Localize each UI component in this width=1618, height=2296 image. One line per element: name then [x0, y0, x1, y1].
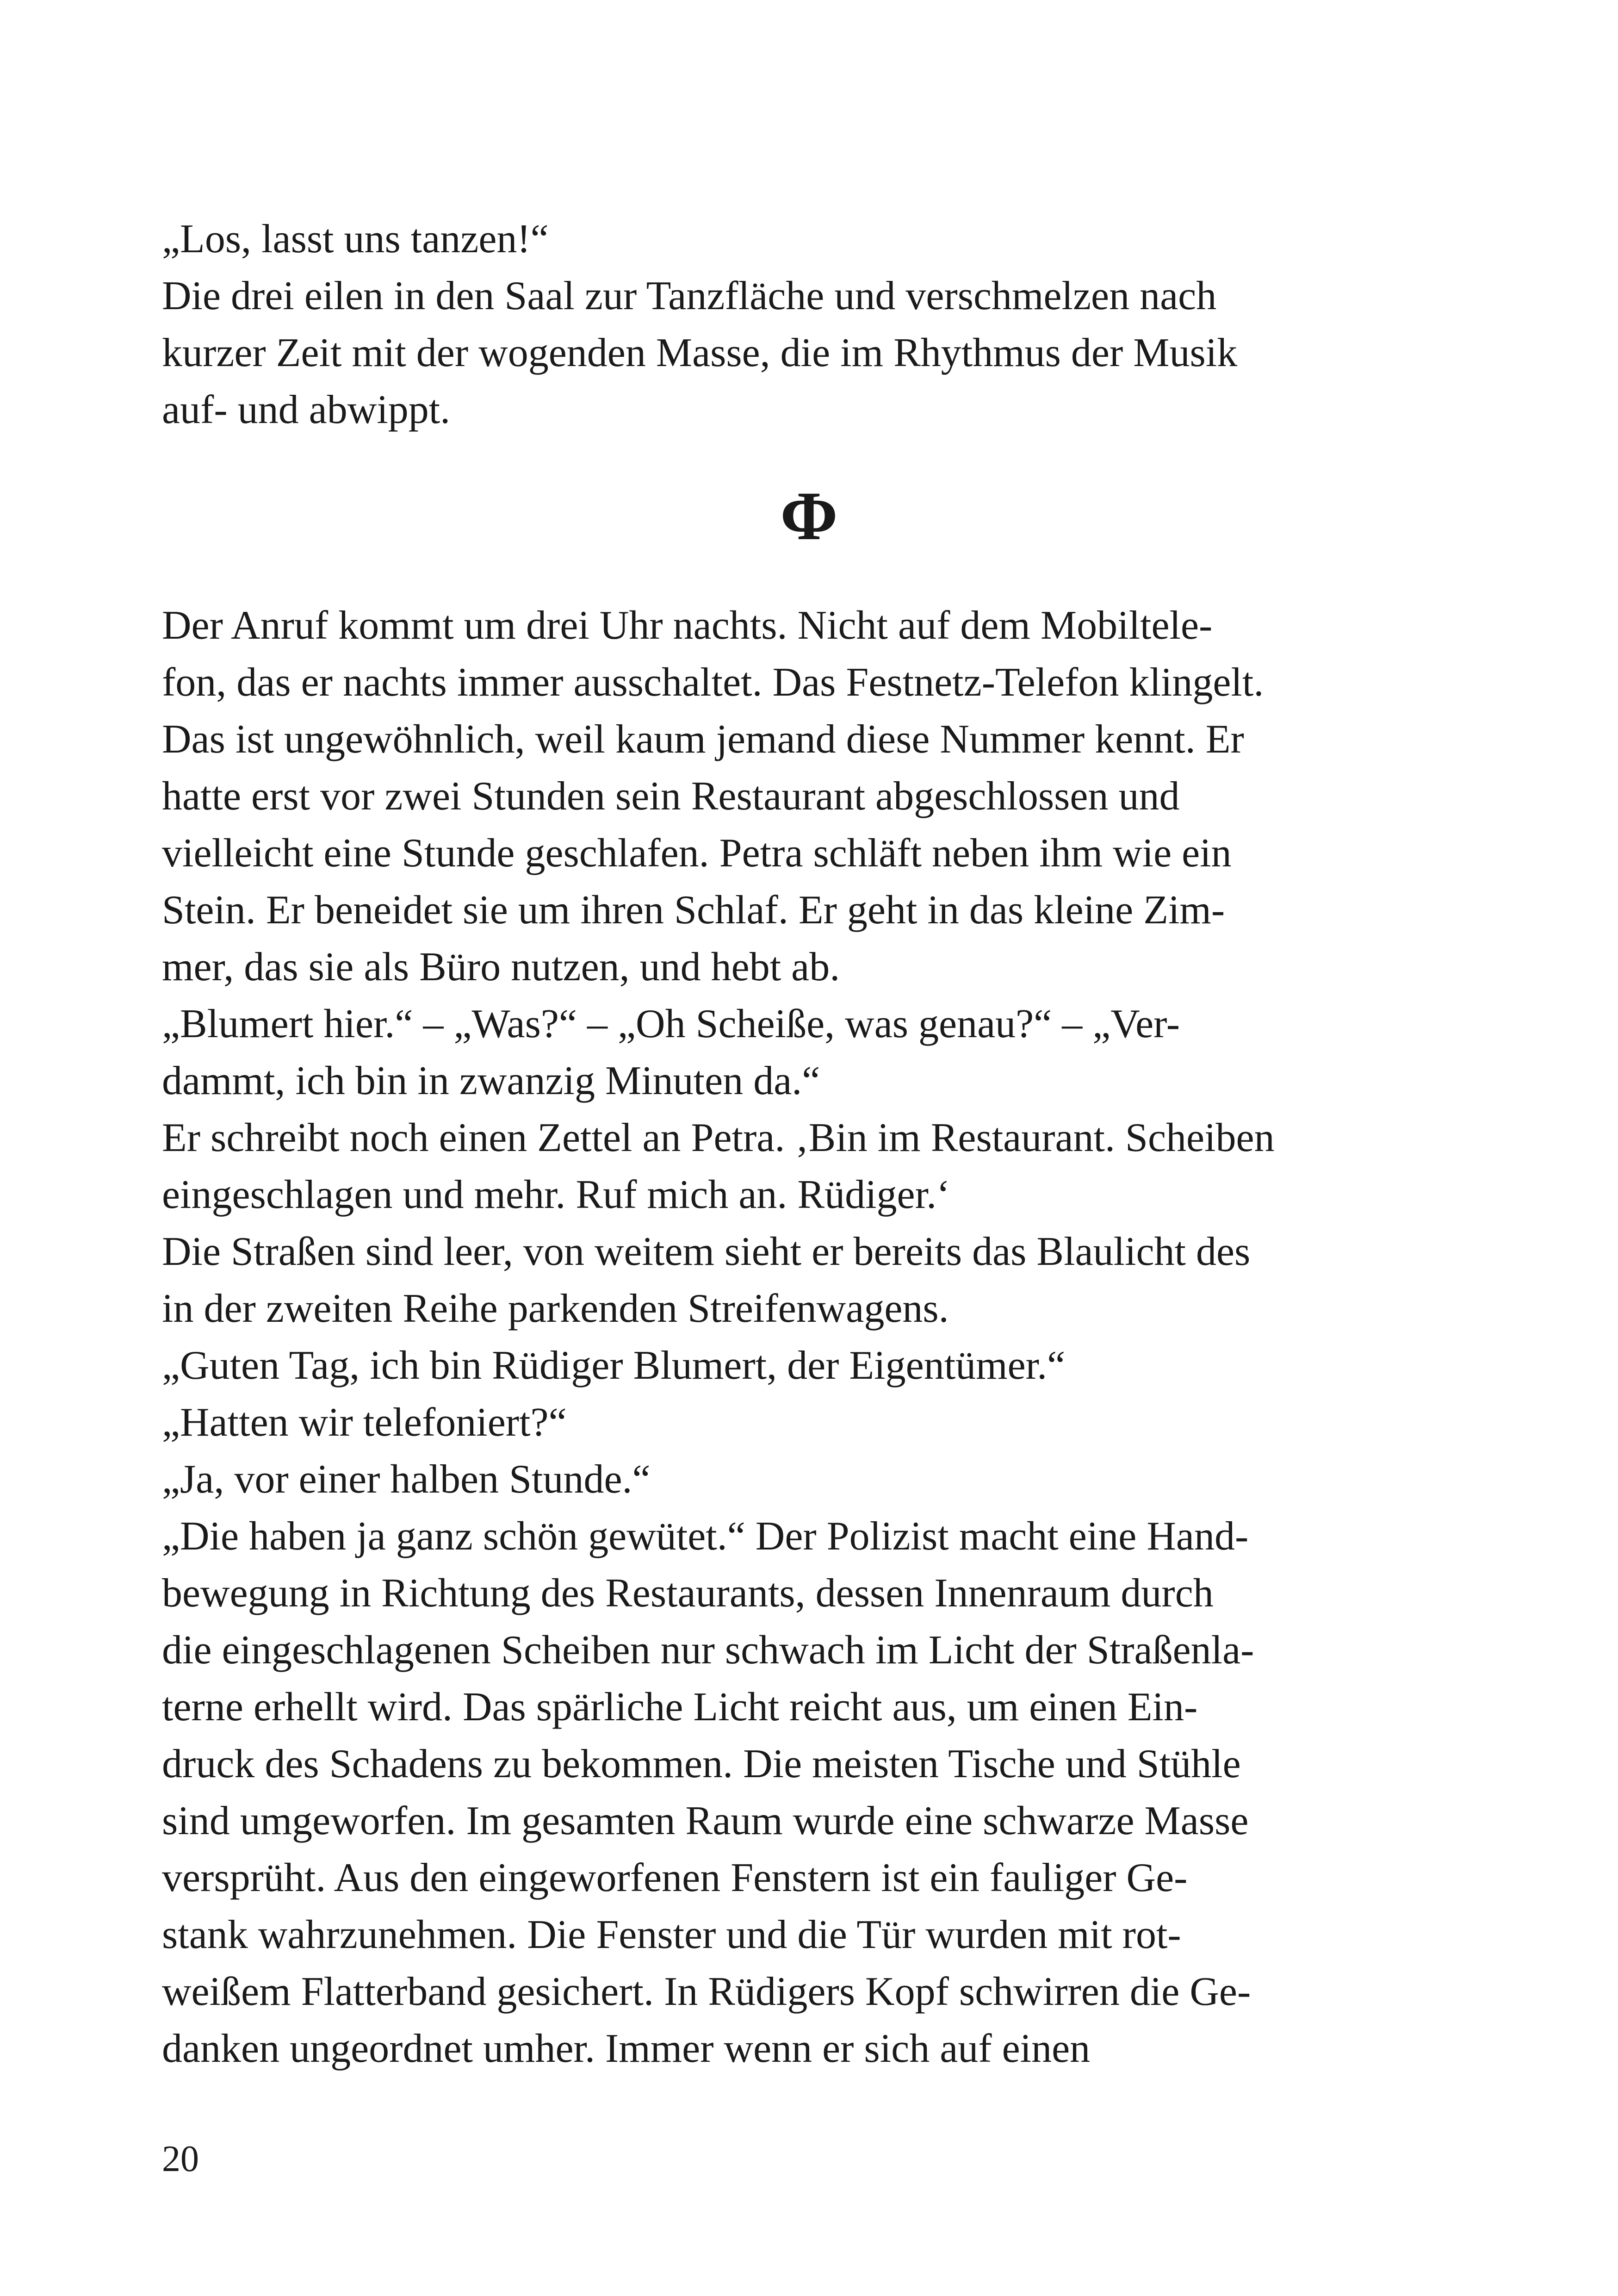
text-line: „Guten Tag, ich bin Rüdiger Blumert, der Eigentümer.“: [162, 1343, 1066, 1388]
text-line: versprüht. Aus den eingeworfenen Fenstern ist ein fauliger Ge-: [162, 1855, 1188, 1900]
text-line: bewegung in Richtung des Restaurants, dessen Innenraum durch: [162, 1571, 1214, 1616]
text-line: Der Anruf kommt um drei Uhr nachts. Nicht auf dem Mobiltele-: [162, 603, 1213, 648]
text-line: danken ungeordnet umher. Immer wenn er sich auf einen: [162, 2026, 1091, 2071]
text-line: sind umgeworfen. Im gesamten Raum wurde eine schwarze Masse: [162, 1798, 1249, 1843]
text-line: „Die haben ja ganz schön gewütet.“ Der Polizist macht eine Hand-: [162, 1514, 1249, 1559]
text-line: druck des Schadens zu bekommen. Die meisten Tische und Stühle: [162, 1742, 1241, 1786]
text-line: terne erhellt wird. Das spärliche Licht reicht aus, um einen Ein-: [162, 1685, 1198, 1730]
text-line: „Blumert hier.“ – „Was?“ – „Oh Scheiße, was genau?“ – „Ver-: [162, 1002, 1180, 1046]
text-line: stank wahrzunehmen. Die Fenster und die Tür wurden mit rot-: [162, 1912, 1181, 1957]
text-line: die eingeschlagenen Scheiben nur schwach im Licht der Straßenla-: [162, 1628, 1254, 1673]
text-line: „Los, lasst uns tanzen!“: [162, 217, 549, 261]
text-line: dammt, ich bin in zwanzig Minuten da.“: [162, 1058, 820, 1103]
text-line: mer, das sie als Büro nutzen, und hebt ab.: [162, 945, 840, 989]
text-line: Die Straßen sind leer, von weitem sieht er bereits das Blaulicht des: [162, 1229, 1251, 1274]
text-line: „Hatten wir telefoniert?“: [162, 1400, 567, 1445]
text-line: „Ja, vor einer halben Stunde.“: [162, 1457, 651, 1502]
text-line: fon, das er nachts immer ausschaltet. Das Festnetz-Telefon klingelt.: [162, 660, 1264, 705]
text-line: auf- und abwippt.: [162, 387, 451, 432]
text-line: Stein. Er beneidet sie um ihren Schlaf. Er geht in das kleine Zim-: [162, 888, 1225, 933]
section-divider-phi: Φ: [780, 478, 838, 554]
text-line: Er schreibt noch einen Zettel an Petra. ‚Bin im Restaurant. Scheiben: [162, 1115, 1275, 1160]
text-block-phone-call: [162, 597, 1430, 2077]
text-block-dance: [162, 211, 1430, 438]
text-line: kurzer Zeit mit der wogenden Masse, die im Rhythmus der Musik: [162, 330, 1238, 375]
text-line: hatte erst vor zwei Stunden sein Restaurant abgeschlossen und: [162, 774, 1180, 819]
page-number: 20: [162, 2139, 199, 2179]
text-line: vielleicht eine Stunde geschlafen. Petra schläft neben ihm wie ein: [162, 831, 1232, 876]
text-line: Das ist ungewöhnlich, weil kaum jemand diese Nummer kennt. Er: [162, 717, 1244, 762]
text-line: Die drei eilen in den Saal zur Tanzfläche und verschmelzen nach: [162, 274, 1217, 318]
text-line: weißem Flatterband gesichert. In Rüdigers Kopf schwirren die Ge-: [162, 1969, 1251, 2014]
text-line: eingeschlagen und mehr. Ruf mich an. Rüdiger.‘: [162, 1172, 950, 1217]
text-line: in der zweiten Reihe parkenden Streifenwagens.: [162, 1286, 949, 1331]
